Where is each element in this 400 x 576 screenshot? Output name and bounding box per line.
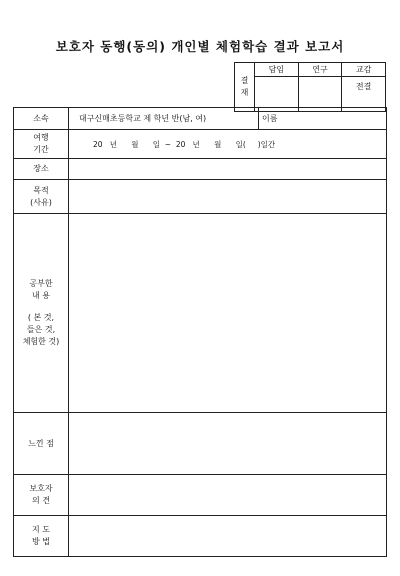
purpose-label-line: (사유) — [30, 197, 52, 207]
period-label — [14, 130, 69, 159]
approval-label-line: 재 — [240, 88, 249, 97]
guardian-field[interactable] — [69, 475, 387, 516]
content-label — [14, 214, 69, 413]
content-label-line: 내 용 — [32, 291, 50, 300]
period-label-line: 여행 — [33, 133, 49, 142]
name-field[interactable] — [259, 108, 387, 130]
report-form — [13, 107, 387, 557]
purpose-label — [14, 180, 69, 214]
purpose-label-line: 목적 — [33, 185, 49, 195]
row-affiliation — [14, 108, 387, 130]
content-label-line: 들은 것, — [26, 325, 56, 334]
guidance-field[interactable] — [69, 516, 387, 557]
period-field[interactable]: 20 년 월 일 ~ 20 년 월 일( )일간 — [69, 130, 387, 159]
guardian-label-line: 보호자 — [29, 484, 53, 493]
guidance-label-line: 방 법 — [32, 537, 50, 546]
impression-label: 느낀 점 — [14, 413, 69, 475]
row-purpose — [14, 180, 387, 214]
row-place — [14, 159, 387, 180]
guardian-label — [14, 475, 69, 516]
page-title: 보호자 동행(동의) 개인별 체험학습 결과 보고서 — [55, 39, 345, 54]
approval-label-line: 결 — [240, 76, 249, 85]
approval-col-homeroom: 담임 — [255, 63, 299, 77]
content-label-spacer — [14, 302, 68, 312]
approval-label — [235, 63, 255, 112]
name-label: 이름 — [262, 114, 278, 123]
guidance-label — [14, 516, 69, 557]
approval-col-vice-principal: 교감 — [342, 63, 386, 77]
purpose-field[interactable] — [69, 180, 387, 214]
row-guardian — [14, 475, 387, 516]
approval-col-research: 연구 — [298, 63, 342, 77]
affiliation-field[interactable]: 대구신매초등학교 제 학년 반(남, 여) — [69, 108, 259, 130]
guidance-label-line: 지 도 — [32, 525, 50, 534]
place-label: 장소 — [14, 159, 69, 180]
delegated-approval-text: 전결 — [355, 82, 372, 91]
content-label-line: ( 본 것, — [27, 313, 55, 322]
place-field[interactable] — [69, 159, 387, 180]
row-content — [14, 214, 387, 413]
row-guidance — [14, 516, 387, 557]
content-label-line: 공부한 — [29, 279, 53, 288]
impression-field[interactable] — [69, 413, 387, 475]
row-impression — [14, 413, 387, 475]
period-label-line: 기간 — [33, 145, 49, 154]
content-field[interactable] — [69, 214, 387, 413]
approval-box — [234, 62, 386, 112]
guardian-label-line: 의 견 — [32, 496, 50, 505]
content-label-line: 체험한 것) — [22, 337, 60, 346]
affiliation-label: 소속 — [14, 108, 69, 130]
row-period — [14, 130, 387, 159]
